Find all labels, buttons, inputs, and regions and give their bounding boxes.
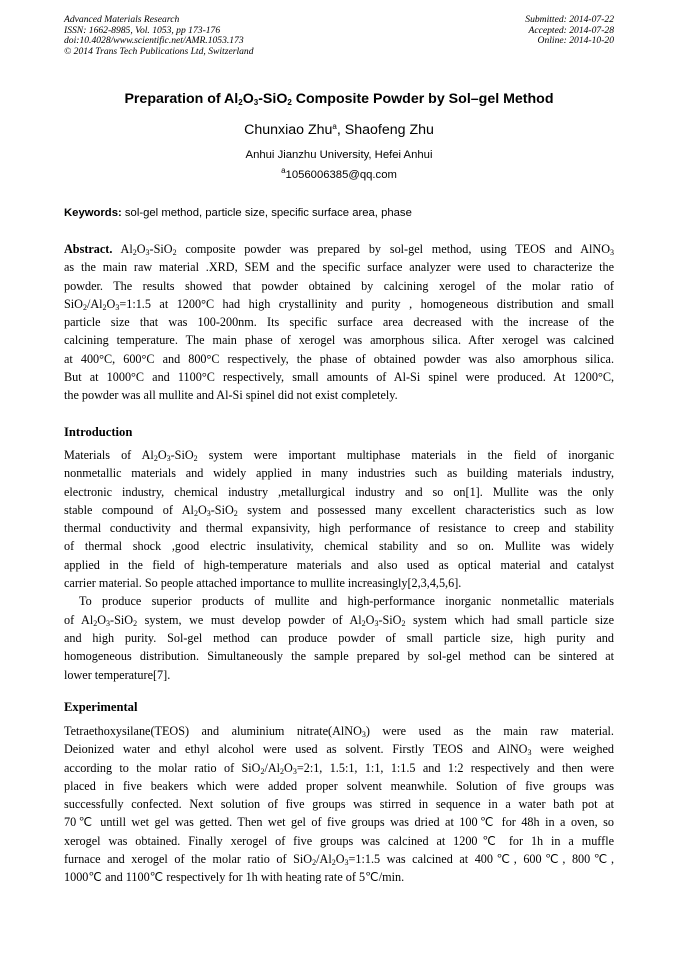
body-line: furnace and xerogel of the molar ratio of $SiO_2/Al_2O_3=1:1.5$ was calcined at 400℃, 600℃, 800℃, [64,852,614,868]
body-line: nonmetallic materials and widely applied in many industries such as building materials industry, [64,466,614,481]
body-line: placed in five beakers which were added proper solvent meanwhile. Solution of five groups was [64,778,614,793]
body-line: Tetraethoxysilane(TEOS) and aluminium nitrate(AlNO$_3$) were used as the main raw material. [64,724,614,739]
abstract-line: $SiO_2/Al_2O_3=1:1.5$ at 1200°C had high crystallinity and purity , homogeneous distribution and small [64,296,614,312]
doi: doi:10.4028/www.scientific.net/AMR.1053.173 [64,35,244,47]
body-line: 1000℃ and 1100℃ respectively for 1h with heating rate of 5℃/min. [64,870,405,885]
body-line: Deionized water and ethyl alcohol were used as solvent. Firstly TEOS and AlNO$_3$ were weighed [64,742,614,758]
online-date: Online: 2014-10-20 [537,35,614,47]
authors: Chunxiao Zhu$^a$, Shaofeng Zhu [244,122,434,138]
copyright: © 2014 Trans Tech Publications Ltd, Switzerland [64,45,254,57]
body-line: thermal conductivity and thermal expansivity, high performance of resistance to creep and stability [64,521,614,536]
abstract-line: powder. The results showed that powder obtained by calcining xerogel of the molar ratio of [64,278,614,293]
affiliation: Anhui Jianzhu University, Hefei Anhui [245,149,433,161]
experimental-body [64,722,614,887]
publication-dates [525,15,614,47]
body-line: carrier material. So people attached importance to mullite increasingly[2,3,4,5,6]. [64,576,462,591]
body-line: homogeneous distribution. Simultaneously the sample prepared by sol-gel method can be sintered at [64,649,614,664]
body-line: lower temperature[7]. [64,667,171,682]
section-heading-introduction: Introduction [64,425,133,439]
abstract-line: But at 1000°C and 1100°C respectively, small amounts of Al-Si spinel were produced. At 1200°C, [64,370,614,385]
abstract-line: Abstract. $Al_2O_3-SiO_2$ composite powder was prepared by sol-gel method, using TEOS and AlNO$_3$ [64,242,615,257]
keywords: Keywords: sol-gel method, particle size, specific surface area, phase [64,207,412,219]
journal-info [64,15,254,57]
submitted-date: Submitted: 2014-07-22 [525,14,614,25]
author-email: $^a$1056006385@qq.com [281,166,397,181]
body-line: stable compound of $Al_2O_3-SiO_2$ system and possessed many excellent characteristics such as low [64,502,614,518]
body-line: of $Al_2O_3-SiO_2$ system, we must develop powder of $Al_2O_3-SiO_2$ system which had small particle size [64,612,614,628]
body-line: of thermal shock ,good electric insulativity, chemical stability and so on. Mullite was widely [64,539,614,554]
introduction-body [64,446,614,684]
abstract-line: at 400°C, 600°C and 800°C respectively, the phase of obtained powder was also amorphous silica. [64,351,614,366]
body-line: successfully confected. Next solution of five groups was stirred in sequence in a water bath pot at [64,797,614,812]
issn: ISSN: 1662-8985, Vol. 1053, pp 173-176 [64,24,221,36]
abstract-line: particle size that was 100-200nm. Its specific surface area decreased with the increase of the [64,315,614,330]
journal-name: Advanced Materials Research [64,14,180,25]
accepted-date: Accepted: 2014-07-28 [528,24,614,36]
abstract [64,240,614,405]
body-line: xerogel was obtained. Finally xerogel of five groups was calcined at 1200℃ for 1h in a muffle [64,833,614,848]
body-line: and high purity. Sol-gel method can produce powder of small particle size, high purity and [64,630,614,645]
body-line: Materials of $Al_2O_3-SiO_2$ system were important multiphase materials in the field of inorganic [64,448,614,463]
abstract-line: as the main raw material .XRD, SEM and the specific surface analyzer were used to characterize the [64,260,614,275]
abstract-line: the powder was all mullite and Al-Si spinel did not exist completely. [64,388,398,403]
body-line: according to the molar ratio of $SiO_2/Al_2O_3=2:1$, 1.5:1, 1:1, 1:1.5 and 1:2 respectively and then were [64,760,615,776]
abstract-line: calcining temperature. The main phase of xerogel was amorphous silica. After xerogel was calcined [64,333,614,348]
body-line: 70℃ untill wet gel was getted. Then wet gel of five groups was dried at 100℃ for 48h in a oven, so [64,815,614,830]
body-line: electronic industry, chemical industry ,metallurgical industry and so on[1]. Mullite was the only [64,484,614,499]
paper-title: Preparation of $Al_2O_3-SiO_2$ Composite Powder by Sol–gel Method [124,91,554,107]
section-heading-experimental: Experimental [64,700,138,714]
body-line: To produce superior products of mullite and high-performance inorganic nonmetallic materials [79,594,614,609]
body-line: applied in the field of high-temperature materials and also used as optical material and catalyst [64,557,614,572]
